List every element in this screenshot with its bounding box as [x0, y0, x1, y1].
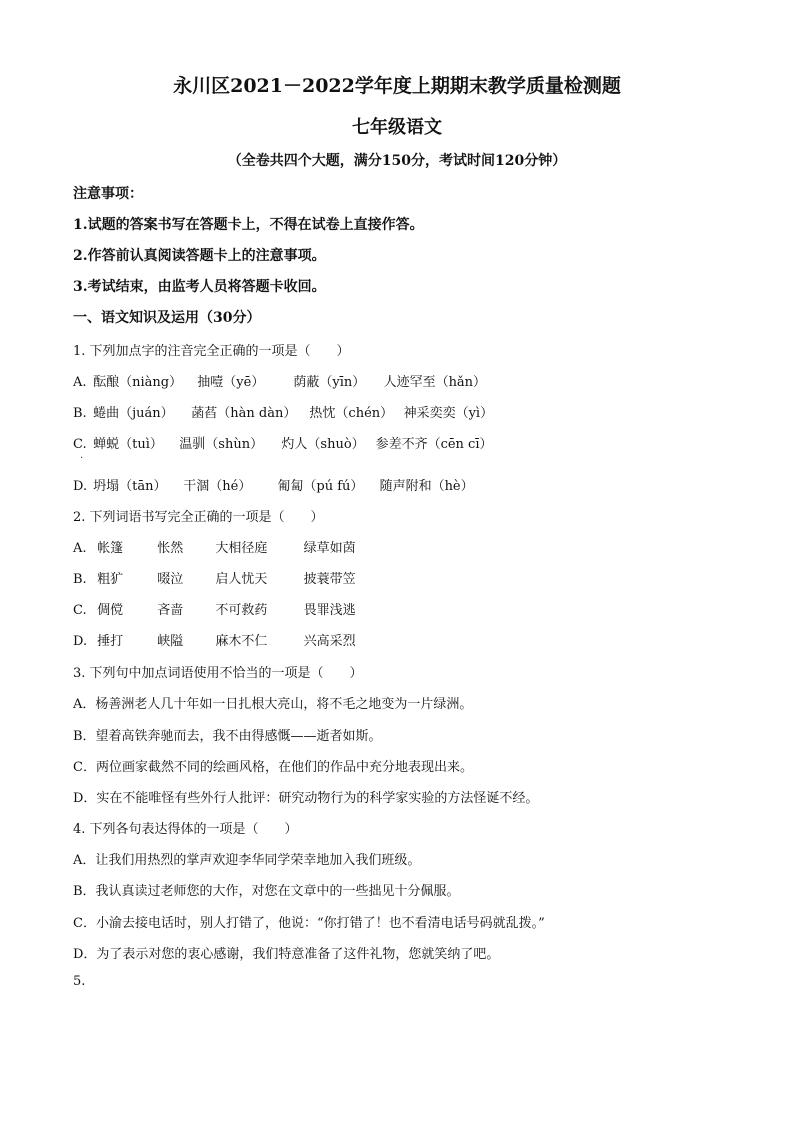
option-word: 坍塌（tān）	[93, 479, 167, 494]
option-word: 酝酿（niàng）	[93, 375, 183, 390]
stray-dot: ·	[80, 453, 84, 464]
option-word: 随声附和（hè）	[379, 479, 474, 494]
exam-title: 永川区2021－2022学年度上期期末教学质量检测题	[173, 75, 621, 97]
option-word: 不可救药	[215, 603, 268, 618]
option-label: D.	[73, 479, 88, 494]
option-label: D.	[73, 634, 88, 649]
question-4-option-d: D．为了表示对您的衷心感谢，我们特意准备了这件礼物，您就笑纳了吧。	[73, 947, 500, 962]
question-2-stem: 2. 下列词语书写完全正确的一项是（ ）	[73, 510, 324, 525]
option-word: 畏罪浅逃	[303, 603, 356, 618]
option-word: 帐篷	[97, 541, 124, 556]
question-3-option-c: C．两位画家截然不同的绘画风格，在他们的作品中充分地表现出来。	[73, 760, 473, 775]
option-word: 捶打	[97, 634, 124, 649]
option-label: A.	[73, 375, 87, 390]
option-word: 温驯（shùn）	[179, 437, 264, 452]
option-word: 启人忧天	[215, 572, 268, 587]
option-word: 披蓑带笠	[303, 572, 356, 587]
question-4-option-a: A．让我们用热烈的掌声欢迎李华同学荣幸地加入我们班级。	[73, 853, 421, 868]
option-word: 峡隘	[157, 634, 184, 649]
question-4-option-b: B．我认真读过老师您的大作，对您在文章中的一些拙见十分佩服。	[73, 884, 460, 899]
note-item: 1.试题的答案书写在答题卡上，不得在试卷上直接作答。	[73, 217, 424, 233]
question-3-stem: 3. 下列句中加点词语使用不恰当的一项是（ ）	[73, 666, 363, 681]
option-word: 灼人（shuò）	[281, 437, 365, 452]
option-label: B.	[73, 572, 87, 587]
exam-info: （全卷共四个大题，满分150分，考试时间120分钟）	[227, 153, 567, 169]
option-label: C.	[73, 437, 87, 452]
option-word: 粗犷	[97, 572, 124, 587]
option-word: 吝啬	[157, 603, 184, 618]
option-word: 人迹罕至（hǎn）	[383, 375, 487, 390]
option-word: 神采奕奕（yì）	[403, 406, 494, 421]
option-word: 匍匐（pú fú）	[277, 479, 364, 494]
question-5-stem: 5.	[73, 974, 86, 989]
option-word: 抽噎（yē）	[197, 375, 265, 390]
option-word: 倜傥	[97, 603, 124, 618]
option-word: 参差不齐（cēn cī）	[375, 437, 493, 452]
option-word: 蝉蜕（tuì）	[93, 437, 163, 452]
option-word: 麻木不仁	[215, 634, 268, 649]
option-word: 怅然	[157, 541, 184, 556]
option-word: 啜泣	[157, 572, 184, 587]
option-label: A.	[73, 541, 87, 556]
question-3-option-b: B．望着高铁奔驰而去，我不由得感慨——逝者如斯。	[73, 729, 382, 744]
question-2-option-c	[73, 599, 356, 618]
question-4-stem: 4. 下列各句表达得体的一项是（ ）	[73, 822, 298, 837]
question-1-stem: 1. 下列加点字的注音完全正确的一项是（ ）	[73, 344, 350, 359]
note-item: 3.考试结束，由监考人员将答题卡收回。	[73, 279, 326, 295]
option-label: C.	[73, 603, 87, 618]
option-word: 热忱（chén）	[309, 406, 394, 421]
question-1-option-a	[73, 371, 486, 390]
option-word: 干涸（hé）	[183, 479, 252, 494]
option-word: 荫蔽（yīn）	[293, 375, 366, 390]
question-1-option-c	[73, 433, 492, 452]
question-2-option-a	[73, 537, 356, 556]
question-3-option-a: A．杨善洲老人几十年如一日扎根大亮山，将不毛之地变为一片绿洲。	[73, 697, 473, 712]
question-1-option-b	[73, 402, 493, 421]
option-word: 绿草如茵	[303, 541, 356, 556]
option-word: 菡萏（hàn dàn）	[191, 406, 297, 421]
question-3-option-d: D．实在不能唯怪有些外行人批评：研究动物行为的科学家实验的方法怪诞不经。	[73, 791, 539, 806]
option-word: 蜷曲（juán）	[93, 406, 174, 421]
section-heading: 一、语文知识及运用（30分）	[73, 310, 261, 326]
option-word: 大相径庭	[215, 541, 268, 556]
option-label: B.	[73, 406, 87, 421]
question-4-option-c: C．小渝去接电话时，别人打错了，他说：“你打错了！也不看清电话号码就乱拨。”	[73, 916, 545, 931]
question-1-option-d	[73, 475, 474, 494]
option-word: 兴高采烈	[303, 634, 356, 649]
question-2-option-b	[73, 568, 356, 587]
note-item: 2.作答前认真阅读答题卡上的注意事项。	[73, 248, 326, 264]
notes-heading: 注意事项：	[73, 186, 143, 202]
question-2-option-d	[73, 630, 356, 649]
subject-title: 七年级语文	[352, 117, 442, 138]
